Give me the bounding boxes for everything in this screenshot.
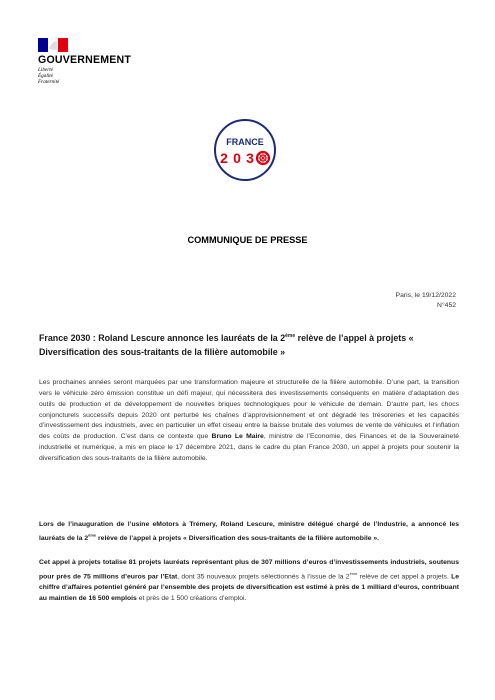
logo-france-text: FRANCE	[226, 137, 264, 147]
headline: France 2030 : Roland Lescure annonce les lauréats de la 2ème relève de l’appel à projets « Diversification des sous-traitants de la filière automobile »	[39, 332, 414, 357]
logo-digit-3: 3	[246, 150, 254, 166]
motto-egalite: Égalité	[38, 72, 53, 79]
motto-liberte: Liberté	[38, 67, 53, 73]
government-title: GOUVERNEMENT	[38, 54, 132, 66]
motto-fraternite: Fraternité	[38, 78, 60, 85]
paragraph-context: Les prochaines années seront marquées par une transformation majeure et structurelle de la filière automobile. D’une part, la transition vers le véhicule zéro émission constitue un défi majeur, qui nécessitera des investissements conséquents en matière d’adaptation des outils de production et de développement de nouvelles briques technologiques pour le véhicule de demain. D’autre part, les chocs conjoncturels successifs depuis 2020 ont perturbé les chaînes d’approvisionnement et ont dégradé les trésoreries et les capacités d’investissement des industriels, avec en particulier un effet ciseau entre la baisse brutale des volumes de vente de véhicules et l’inflation des coûts de production. C’est dans ce contexte que Bruno Le Maire, ministre de l’Economie, des Finances et de la Souveraineté industrielle et numérique, a mis en place le 17 décembre 2021, dans le cadre du plan France 2030, un appel à projets pour soutenir la diversification des sous-traitants de la filière automobile.	[39, 379, 460, 462]
release-number: N°452	[437, 302, 456, 309]
logo-digit-0a: 0	[233, 150, 241, 166]
paragraph-figures: Cet appel à projets totalise 81 projets lauréats représentant plus de 307 millions d’euros d’investissements industriels, soutenus pour près de 75 millions d’euros par l’Etat, dont 35 nouveaux projets sélectionnés à l’issue de la 2ème relève de cet appel à projets. Le chiffre d’affaires potentiel généré par l’ensemble des projets de diversification est estimé à près de 1 milliard d’euros, contribuant au maintien de 16 500 emplois et près de 1 500 créations d’emploi.	[39, 559, 459, 602]
press-release-title: COMMUNIQUE DE PRESSE	[187, 235, 308, 245]
government-logo-block	[38, 38, 131, 85]
france-2030-logo	[200, 118, 290, 182]
paragraph-announcement: Lors de l’inauguration de l’usine eMotors à Trémery, Roland Lescure, ministre délégué chargé de l’Industrie, a annoncé les lauréats de la 2ème relève de l’appel à projets « Diversification des sous-traitants de la filière automobile ».	[39, 521, 459, 543]
republic-motto	[38, 68, 131, 85]
logo-digit-2: 2	[220, 150, 228, 166]
date-block	[396, 291, 456, 311]
logo-flower-zero	[257, 152, 269, 164]
marianne-flag-icon	[38, 38, 68, 52]
release-date: Paris, le 19/12/2022	[395, 292, 456, 299]
